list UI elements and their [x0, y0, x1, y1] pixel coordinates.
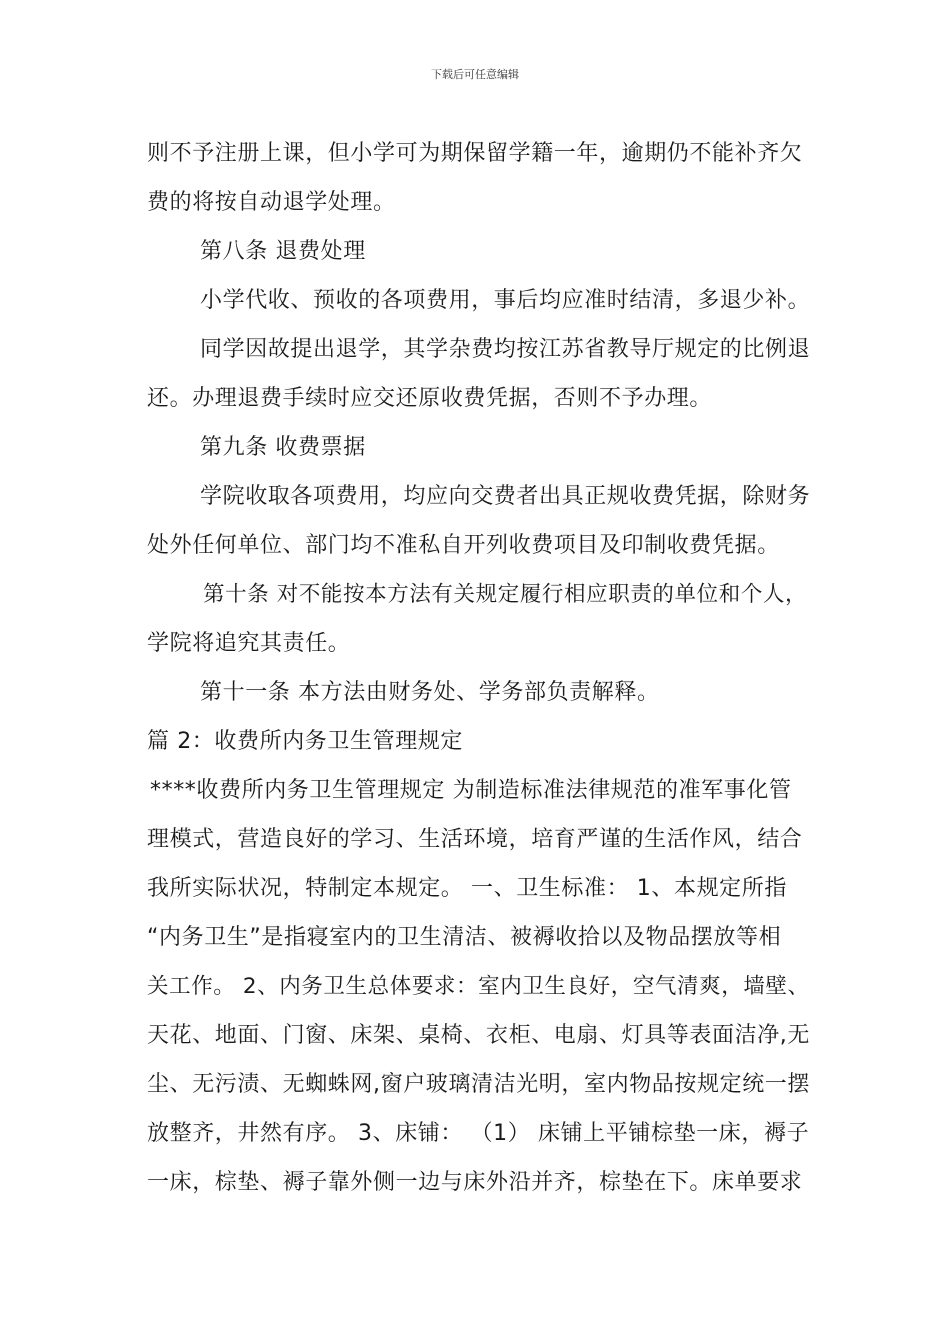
- text-line: 则不予注册上课，但小学可为期保留学籍一年，逾期仍不能补齐欠: [147, 141, 803, 166]
- text-line: 天花、地面、门窗、床架、桌椅、衣柜、电扇、灯具等表面洁净,无: [147, 1023, 810, 1048]
- text-line: 第十条 对不能按本方法有关规定履行相应职责的单位和个人，: [203, 582, 808, 607]
- text-line: 第十一条 本方法由财务处、学务部负责解释。: [200, 680, 660, 705]
- text-line: 学院收取各项费用，均应向交费者出具正规收费凭据，除财务: [200, 484, 811, 509]
- text-line: 关工作。 2、内务卫生总体要求：室内卫生良好，空气清爽，墙壁、: [147, 974, 810, 999]
- text-line: 同学因故提出退学，其学杂费均按江苏省教导厅规定的比例退: [200, 337, 811, 362]
- chapter-title: 篇 2：收费所内务卫生管理规定: [147, 729, 463, 754]
- text-line: 尘、无污渍、无蜘蛛网,窗户玻璃清洁光明，室内物品按规定统一摆: [147, 1072, 810, 1097]
- text-line: 费的将按自动退学处理。: [147, 190, 396, 215]
- text-line: 理模式，营造良好的学习、生活环境，培育严谨的生活作风，结合: [147, 827, 803, 852]
- page-header: 下载后可任意编辑: [431, 68, 519, 81]
- text-line: 放整齐，井然有序。 3、床铺： （1） 床铺上平铺棕垫一床，褥子: [147, 1121, 810, 1146]
- text-line: “内务卫生”是指寝室内的卫生清洁、被褥收拾以及物品摆放等相: [147, 925, 782, 950]
- text-line: ****收费所内务卫生管理规定 为制造标准法律规范的准军事化管: [150, 778, 792, 803]
- text-line: 我所实际状况，特制定本规定。 一、卫生标准： 1、本规定所指: [147, 876, 787, 901]
- text-line: 一床，棕垫、褥子靠外侧一边与床外沿并齐，棕垫在下。床单要求: [147, 1170, 803, 1195]
- text-line: 还。办理退费手续时应交还原收费凭据，否则不予办理。: [147, 386, 713, 411]
- section-heading: 第九条 收费票据: [200, 435, 366, 460]
- text-line: 小学代收、预收的各项费用，事后均应准时结清，多退少补。: [200, 288, 811, 313]
- text-line: 学院将追究其责任。: [147, 631, 351, 656]
- text-line: 处外任何单位、部门均不准私自开列收费项目及印制收费凭据。: [147, 533, 780, 558]
- section-heading: 第八条 退费处理: [200, 239, 366, 264]
